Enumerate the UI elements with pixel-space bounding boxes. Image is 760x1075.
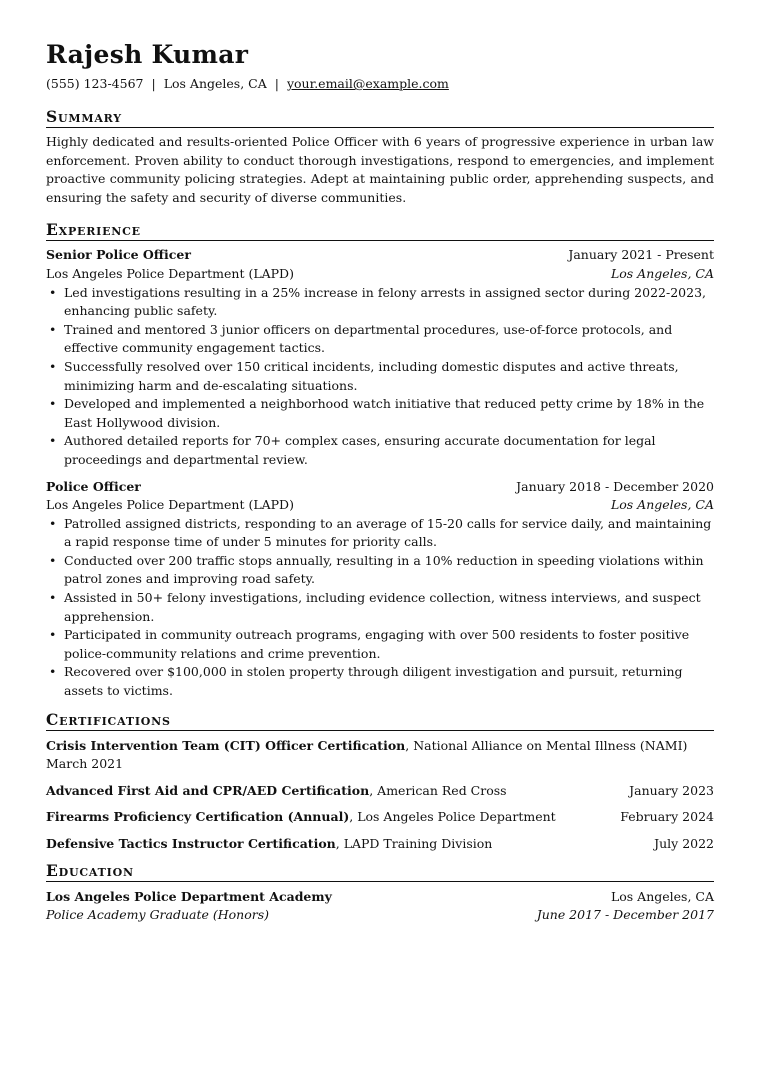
certifications-heading: Certifications bbox=[46, 711, 714, 731]
certification-entry bbox=[46, 782, 714, 801]
certification-name: Crisis Intervention Team (CIT) Officer Certification bbox=[46, 737, 406, 753]
education-heading: Education bbox=[46, 862, 714, 882]
certification-issuer: , American Red Cross bbox=[369, 782, 507, 798]
bullet-item: • Successfully resolved over 150 critical incidents, including domestic disputes and active threats, minimizing harm and de-escalating situations. bbox=[46, 358, 714, 395]
phone-number: (555) 123-4567 bbox=[46, 76, 144, 91]
job-bullets bbox=[46, 284, 714, 470]
certification-issuer: , Los Angeles Police Department bbox=[349, 809, 556, 825]
job-organization: Los Angeles Police Department (LAPD) bbox=[46, 265, 294, 281]
education-dates: June 2017 - December 2017 bbox=[536, 907, 714, 923]
school-location: Los Angeles, CA bbox=[610, 888, 714, 904]
candidate-name: Rajesh Kumar bbox=[46, 40, 249, 69]
program-name: Police Academy Graduate (Honors) bbox=[46, 907, 270, 923]
certification-date: January 2023 bbox=[629, 782, 714, 798]
separator: | bbox=[274, 76, 279, 91]
job-role: Senior Police Officer bbox=[46, 247, 191, 263]
contact-line bbox=[46, 76, 714, 92]
bullet-item: • Conducted over 200 traffic stops annually, resulting in a 10% reduction in speeding violations within patrol zones and improving road safety. bbox=[46, 552, 714, 589]
bullet-item: • Developed and implemented a neighborhood watch initiative that reduced petty crime by 18% in the East Hollywood division. bbox=[46, 395, 714, 432]
job-entry bbox=[46, 246, 714, 469]
bullet-item: • Patrolled assigned districts, responding to an average of 15-20 calls for service daily, and maintaining a rapid response time of under 5 minutes for priority calls. bbox=[46, 515, 714, 552]
email-link[interactable]: your.email@example.com bbox=[286, 76, 449, 91]
experience-heading: Experience bbox=[46, 221, 714, 241]
certification-entry bbox=[46, 808, 714, 827]
job-role: Police Officer bbox=[46, 478, 141, 494]
summary-text: Highly dedicated and results-oriented Police Officer with 6 years of progressive experience in urban law enforcement. Proven ability to conduct thorough investigations, respond to emergencies, and implement proactive community policing strategies. Adept at maintaining public order, apprehending suspects, and ensuring the safety and security of diverse communities. bbox=[46, 134, 714, 205]
location: Los Angeles, CA bbox=[163, 76, 267, 91]
job-entry bbox=[46, 478, 714, 701]
job-location: Los Angeles, CA bbox=[610, 497, 714, 513]
bullet-item: • Recovered over $100,000 in stolen property through diligent investigation and pursuit, returning assets to victims. bbox=[46, 663, 714, 700]
bullet-item: • Assisted in 50+ felony investigations, including evidence collection, witness interviews, and suspect apprehension. bbox=[46, 589, 714, 626]
job-location: Los Angeles, CA bbox=[610, 265, 714, 281]
school-name: Los Angeles Police Department Academy bbox=[46, 888, 332, 904]
bullet-item: • Led investigations resulting in a 25% increase in felony arrests in assigned sector during 2022-2023, enhancing public safety. bbox=[46, 284, 714, 321]
certification-entry bbox=[46, 835, 714, 854]
job-dates: January 2021 - Present bbox=[568, 247, 714, 263]
certifications-list bbox=[46, 737, 714, 854]
certification-name: Advanced First Aid and CPR/AED Certification bbox=[46, 782, 370, 798]
certification-entry bbox=[46, 737, 714, 774]
certification-name: Firearms Proficiency Certification (Annual) bbox=[46, 809, 350, 825]
resume-page bbox=[46, 40, 714, 925]
bullet-item: • Trained and mentored 3 junior officers on departmental procedures, use-of-force protocols, and effective community engagement tactics. bbox=[46, 321, 714, 358]
summary-heading: Summary bbox=[46, 108, 714, 128]
certification-date: March 2021 bbox=[46, 756, 124, 772]
certification-issuer: , National Alliance on Mental Illness (NAMI) bbox=[405, 737, 688, 753]
job-bullets bbox=[46, 515, 714, 701]
job-organization: Los Angeles Police Department (LAPD) bbox=[46, 497, 294, 513]
certification-issuer: , LAPD Training Division bbox=[335, 836, 493, 851]
certification-name: Defensive Tactics Instructor Certification bbox=[46, 836, 336, 851]
bullet-item: • Authored detailed reports for 70+ complex cases, ensuring accurate documentation for legal proceedings and departmental review. bbox=[46, 432, 714, 469]
bullet-item: • Participated in community outreach programs, engaging with over 500 residents to foster positive police-community relations and crime prevention. bbox=[46, 626, 714, 663]
certification-date: July 2022 bbox=[654, 836, 714, 851]
certification-date: February 2024 bbox=[620, 809, 714, 825]
separator: | bbox=[151, 76, 156, 91]
job-dates: January 2018 - December 2020 bbox=[516, 478, 714, 494]
education-entry bbox=[46, 888, 714, 925]
